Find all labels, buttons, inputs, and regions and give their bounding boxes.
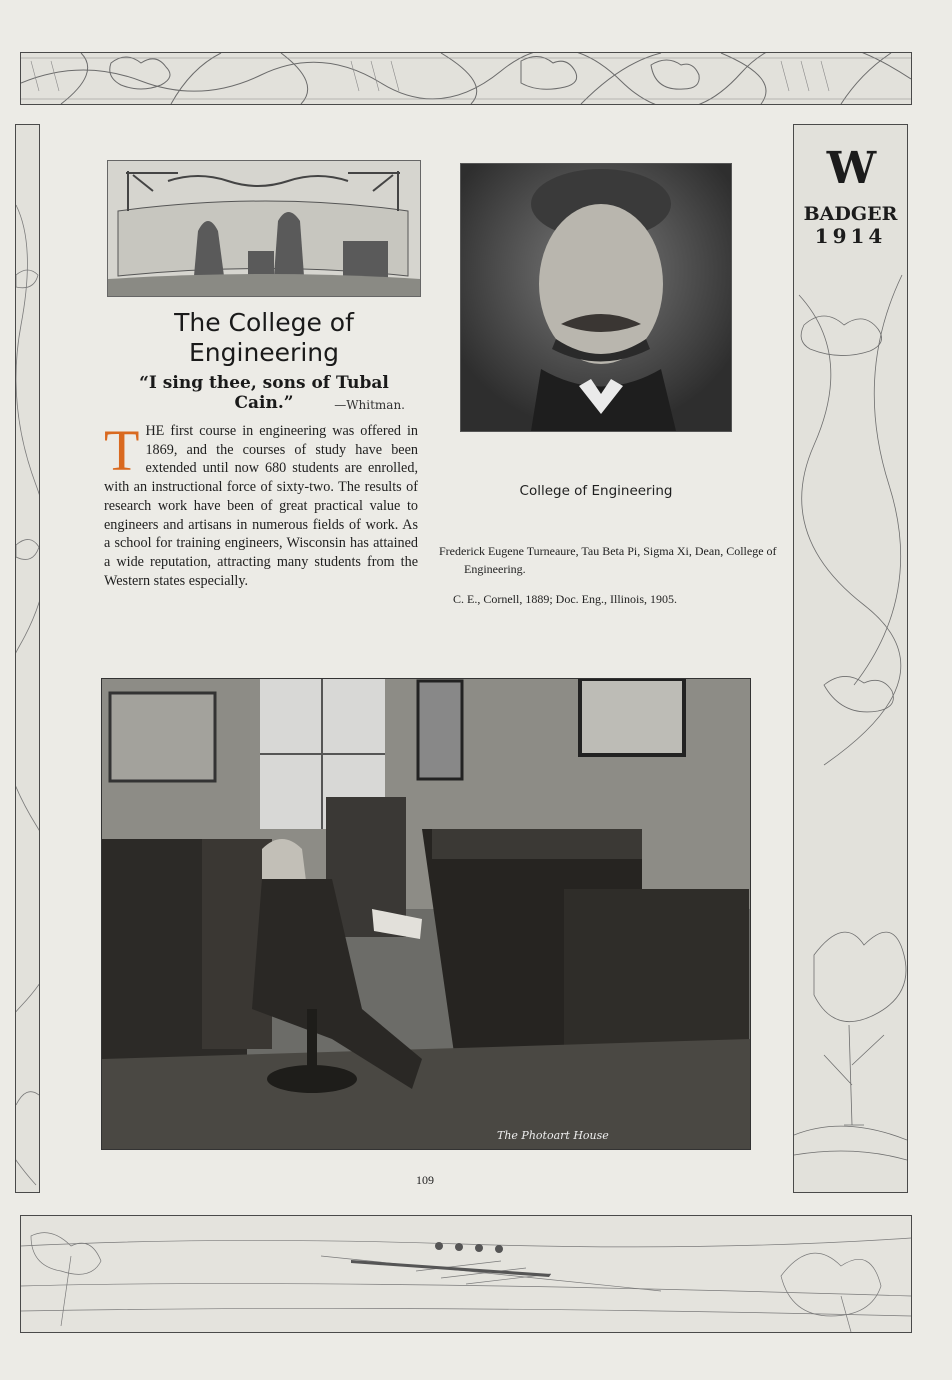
w-letter-logo: W: [826, 143, 875, 194]
badger-label: BADGER: [803, 203, 898, 225]
title-line-1: The College of: [174, 308, 354, 337]
badger-year: 1914: [814, 224, 887, 248]
left-decorative-border: [15, 124, 40, 1193]
svg-text:The Photoart House: The Photoart House: [497, 1129, 609, 1142]
dean-office-photo: [101, 678, 751, 1150]
forge-illustration: [107, 160, 421, 297]
dean-bio-degrees: C. E., Cornell, 1889; Doc. Eng., Illinois, 1905.: [453, 592, 677, 606]
epigraph-author: —Whitman.: [334, 398, 405, 412]
article-body-text: HE first course in engineering was offered in 1869, and the courses of study have been extended until now 680 students are enrolled, with an instructional force of sixty-two. The results of research work have been of great practical value to engineers and artisans in numerous fields of work. As a school for training engineers, Wisconsin has attained a wide reputation, attracting many students from the Western states especially.: [104, 423, 418, 589]
dean-portrait-photo: [460, 163, 732, 432]
right-decorative-border: [793, 124, 908, 1193]
article-title: [108, 308, 420, 368]
drop-cap-letter: T: [104, 418, 140, 483]
portrait-caption: College of Engineering: [519, 483, 673, 499]
top-decorative-border: [20, 52, 912, 105]
article-body: [104, 418, 418, 590]
badger-yearbook-label: [794, 203, 907, 247]
page-number: 109: [416, 1173, 434, 1187]
epigraph-quote: “I sing thee, sons of Tubal Cain.”: [139, 373, 389, 413]
dean-bio-name: Frederick Eugene Turneaure, Tau Beta Pi, Sigma Xi, Dean, College of Engineering.: [439, 544, 777, 576]
title-line-2: Engineering: [189, 338, 339, 367]
bottom-rowing-illustration: [20, 1215, 912, 1333]
